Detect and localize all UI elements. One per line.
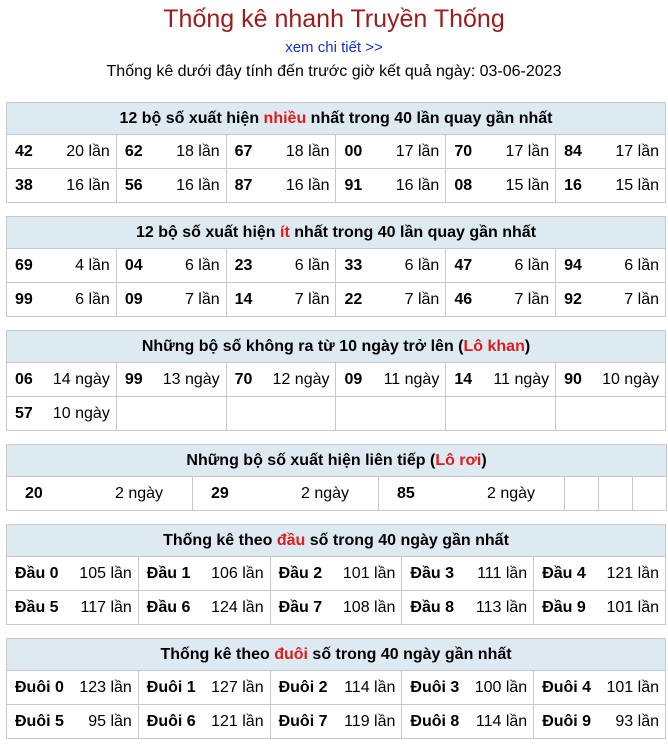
number-cell: 23 6 lần — [234, 256, 330, 274]
number-cell: 16 15 lần — [564, 176, 659, 194]
tail-cell: Đuôi 5 95 lần — [15, 712, 132, 730]
empty-cell — [336, 397, 446, 431]
empty-cell — [116, 397, 226, 431]
empty-cell — [446, 397, 556, 431]
number-cell: 99 6 lần — [15, 290, 110, 308]
number-cell: 04 6 lần — [124, 256, 220, 274]
number-cell: 33 6 lần — [344, 256, 440, 274]
table-row — [7, 671, 666, 705]
number-cell: 20 2 ngày — [25, 484, 164, 502]
tail-cell: Đuôi 8 114 lần — [410, 712, 528, 730]
number-cell: 42 20 lần — [15, 142, 110, 160]
head-cell: Đầu 8 113 lần — [410, 598, 528, 616]
number-cell: 14 7 lần — [234, 290, 330, 308]
empty-cell — [633, 477, 667, 511]
number-cell: 67 18 lần — [234, 142, 330, 160]
number-cell: 87 16 lần — [234, 176, 330, 194]
table-row — [7, 397, 666, 431]
head-cell: Đầu 9 101 lần — [542, 598, 659, 616]
tail-cell: Đuôi 7 119 lần — [278, 712, 396, 730]
empty-cell — [599, 477, 633, 511]
number-cell: 84 17 lần — [564, 142, 659, 160]
number-cell: 57 10 ngày — [15, 404, 110, 422]
most-frequent-table — [6, 102, 666, 203]
head-cell: Đầu 0 105 lần — [15, 564, 132, 582]
number-cell: 09 7 lần — [124, 290, 220, 308]
number-cell: 91 16 lần — [344, 176, 440, 194]
lo-khan-header: Những bộ số không ra từ 10 ngày trở lên (Lô khan) — [7, 331, 666, 363]
number-cell: 92 7 lần — [564, 290, 659, 308]
head-cell: Đầu 1 106 lần — [146, 564, 264, 582]
tail-cell: Đuôi 1 127 lần — [146, 678, 264, 696]
dau-table — [6, 524, 666, 625]
number-cell: 29 2 ngày — [211, 484, 350, 502]
table-row — [7, 591, 666, 625]
duoi-header: Thống kê theo đuôi số trong 40 ngày gần nhất — [7, 639, 666, 671]
number-cell: 99 13 ngày — [124, 370, 220, 388]
number-cell: 56 16 lần — [124, 176, 220, 194]
number-cell: 62 18 lần — [124, 142, 220, 160]
tail-cell: Đuôi 2 114 lần — [278, 678, 396, 696]
number-cell: 38 16 lần — [15, 176, 110, 194]
number-cell: 00 17 lần — [344, 142, 440, 160]
tail-cell: Đuôi 6 121 lần — [146, 712, 264, 730]
detail-link[interactable]: xem chi tiết >> — [285, 39, 383, 56]
table-row — [7, 135, 666, 169]
lo-roi-header: Những bộ số xuất hiện liên tiếp (Lô rơi) — [7, 445, 667, 477]
table-row — [7, 705, 666, 739]
tail-cell: Đuôi 0 123 lần — [15, 678, 132, 696]
tail-cell: Đuôi 3 100 lần — [410, 678, 528, 696]
number-cell: 22 7 lần — [344, 290, 440, 308]
lo-khan-table — [6, 330, 666, 431]
head-cell: Đầu 2 101 lần — [278, 564, 396, 582]
empty-cell — [556, 397, 666, 431]
table-row — [7, 557, 666, 591]
number-cell: 69 4 lần — [15, 256, 110, 274]
number-cell: 46 7 lần — [454, 290, 550, 308]
number-cell: 06 14 ngày — [15, 370, 110, 388]
least-frequent-table — [6, 216, 666, 317]
number-cell: 94 6 lần — [564, 256, 659, 274]
dau-header: Thống kê theo đầu số trong 40 ngày gần nhất — [7, 525, 666, 557]
empty-cell — [565, 477, 599, 511]
table-row — [7, 363, 666, 397]
number-cell: 90 10 ngày — [564, 370, 659, 388]
number-cell: 70 12 ngày — [234, 370, 330, 388]
head-cell: Đầu 5 117 lần — [15, 598, 132, 616]
page-title: Thống kê nhanh Truyền Thống — [163, 5, 505, 33]
head-cell: Đầu 6 124 lần — [146, 598, 264, 616]
lo-roi-table — [6, 444, 667, 511]
tail-cell: Đuôi 4 101 lần — [542, 678, 659, 696]
number-cell: 14 11 ngày — [454, 370, 550, 388]
empty-cell — [226, 397, 336, 431]
number-cell: 70 17 lần — [454, 142, 550, 160]
head-cell: Đầu 7 108 lần — [278, 598, 396, 616]
number-cell: 09 11 ngày — [344, 370, 440, 388]
tail-cell: Đuôi 9 93 lần — [542, 712, 659, 730]
most-frequent-header: 12 bộ số xuất hiện nhiều nhất trong 40 lần quay gần nhất — [7, 103, 666, 135]
least-frequent-header: 12 bộ số xuất hiện ít nhất trong 40 lần quay gần nhất — [7, 217, 666, 249]
table-row — [7, 283, 666, 317]
table-row — [7, 169, 666, 203]
number-cell: 08 15 lần — [454, 176, 550, 194]
table-row — [7, 477, 667, 511]
number-cell: 47 6 lần — [454, 256, 550, 274]
number-cell: 85 2 ngày — [397, 484, 536, 502]
head-cell: Đầu 3 111 lần — [410, 564, 528, 582]
subtitle: Thống kê dưới đây tính đến trước giờ kết quả ngày: 03-06-2023 — [106, 63, 562, 80]
head-cell: Đầu 4 121 lần — [542, 564, 659, 582]
table-row — [7, 249, 666, 283]
duoi-table — [6, 638, 666, 739]
